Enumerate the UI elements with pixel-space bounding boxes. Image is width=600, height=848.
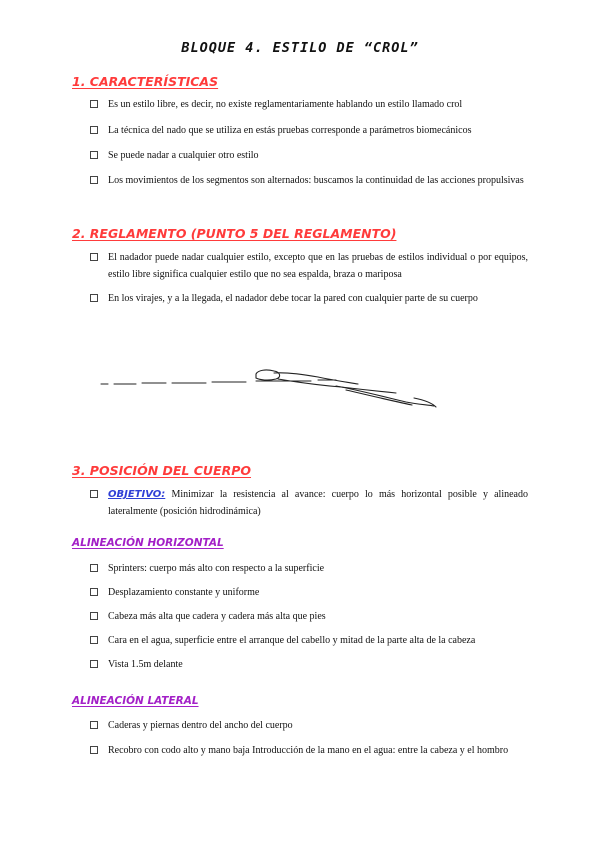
swimmer-illustration xyxy=(96,360,446,415)
list-item-text: Cara en el agua, superficie entre el arranque del cabello y mitad de la parte alta de la cabeza xyxy=(108,635,476,646)
list-item xyxy=(92,608,528,625)
checkbox-icon xyxy=(90,490,98,498)
objetivo-text: Minimizar la resistencia al avance: cuerpo lo más horizontal posible y alineado lateralmente (posición hidrodinámica) xyxy=(108,489,528,517)
list-item-text: Los movimientos de los segmentos son alternados: buscamos la continuidad de las acciones propulsivas xyxy=(108,175,524,186)
list-item-text: Cabeza más alta que cadera y cadera más alta que pies xyxy=(108,611,326,622)
list-item xyxy=(92,632,528,649)
checkbox-icon xyxy=(90,253,98,261)
swimmer-arm xyxy=(274,373,358,384)
list-item-text: Recobro con codo alto y mano baja Introducción de la mano en el agua: entre la cabeza y el hombro xyxy=(108,745,509,756)
checkbox-icon xyxy=(90,588,98,596)
checkbox-icon xyxy=(90,660,98,668)
list-item xyxy=(92,249,528,283)
list-item xyxy=(92,742,528,759)
list-item xyxy=(92,290,528,307)
objetivo-label: OBJETIVO: xyxy=(108,489,166,500)
checkbox-icon xyxy=(90,564,98,572)
list-item xyxy=(92,656,528,673)
list-item xyxy=(92,96,528,113)
list-item xyxy=(92,584,528,601)
swimmer-leg xyxy=(336,386,434,406)
checkbox-icon xyxy=(90,126,98,134)
list-item xyxy=(92,717,528,734)
swimmer-leg-2 xyxy=(346,390,412,405)
checkbox-icon xyxy=(90,294,98,302)
water-ripple xyxy=(296,380,336,381)
section-heading-reglamento: 2. REGLAMENTO (PUNTO 5 DEL REGLAMENTO) xyxy=(72,226,397,241)
water-line xyxy=(101,381,296,384)
checkbox-icon xyxy=(90,151,98,159)
document-title: BLOQUE 4. ESTILO DE “CROL” xyxy=(181,40,419,56)
section-heading-caracteristicas: 1. CARACTERÍSTICAS xyxy=(72,74,219,89)
list-item xyxy=(92,147,528,164)
checkbox-icon xyxy=(90,100,98,108)
list-item-text: Desplazamiento constante y uniforme xyxy=(108,587,260,598)
list-item-text: La técnica del nado que se utiliza en estás pruebas corresponde a parámetros biomecánicos xyxy=(108,125,472,136)
checkbox-icon xyxy=(90,636,98,644)
list-item-text: Vista 1.5m delante xyxy=(108,659,183,670)
list-item-objetivo xyxy=(92,486,528,520)
list-item xyxy=(92,560,528,577)
list-item-text: Es un estilo libre, es decir, no existe reglamentariamente hablando un estilo llamado crol xyxy=(108,99,463,110)
subheading-alineacion-horizontal: ALINEACIÓN HORIZONTAL xyxy=(72,537,224,549)
list-item-text: El nadador puede nadar cualquier estilo, excepto que en las pruebas de estilos individual o por equipos, estilo libre significa cualquier estilo que no sea espalda, braza o mariposa xyxy=(108,252,528,280)
subheading-alineacion-lateral: ALINEACIÓN LATERAL xyxy=(72,695,199,707)
list-item-text: Sprinters: cuerpo más alto con respecto a la superficie xyxy=(108,563,325,574)
checkbox-icon xyxy=(90,721,98,729)
section-heading-posicion: 3. POSICIÓN DEL CUERPO xyxy=(72,463,252,478)
list-item xyxy=(92,122,528,139)
checkbox-icon xyxy=(90,612,98,620)
list-item xyxy=(92,172,528,189)
list-item-text: En los virajes, y a la llegada, el nadador debe tocar la pared con cualquier parte de su cuerpo xyxy=(108,293,478,304)
list-item-text: Se puede nadar a cualquier otro estilo xyxy=(108,150,259,161)
swimmer-head xyxy=(256,370,280,380)
list-item-text: Caderas y piernas dentro del ancho del cuerpo xyxy=(108,720,293,731)
checkbox-icon xyxy=(90,176,98,184)
checkbox-icon xyxy=(90,746,98,754)
